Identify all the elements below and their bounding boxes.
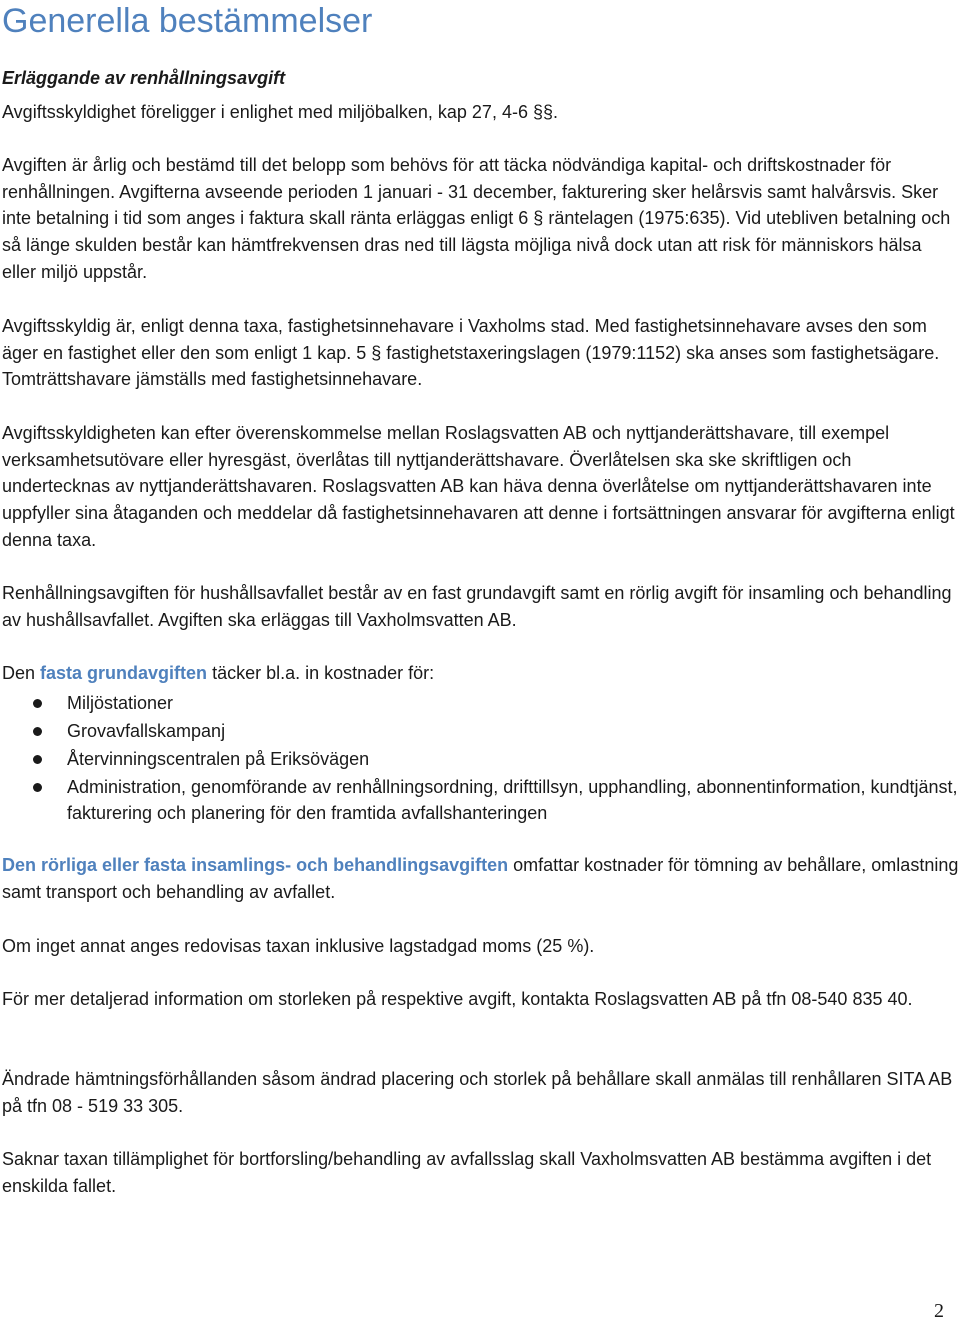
list-item [2,690,960,717]
paragraph-fee-obligation: Avgiftsskyldighet föreligger i enlighet med miljöbalken, kap 27, 4-6 §§. [2,102,558,122]
page-number: 2 [934,1300,944,1322]
fixed-fee-intro-prefix: Den [2,663,41,683]
variable-fee-highlight: Den rörliga eller fasta insamlings- och behandlingsavgiften [2,855,509,875]
paragraph-vat-note: Om inget annat anges redovisas taxan inklusive lagstadgad moms (25 %). [2,936,595,956]
page-title: Generella bestämmelser [2,2,373,40]
paragraph-fixed-fee-intro [2,660,960,687]
paragraph-applicability: Saknar taxan tillämplighet för bortforsling/behandling av avfallsslag skall Vaxholmsvatten AB bestämma avgiften i det enskilda fallet. [2,1149,932,1196]
list-item [2,746,960,773]
paragraph-changed-pickup: Ändrade hämtningsförhållanden såsom ändrad placering och storlek på behållare skall anmälas till renhållaren SITA AB på tfn 08 - 519 33 305. [2,1069,953,1116]
paragraph-liable-party: Avgiftsskyldig är, enligt denna taxa, fastighetsinnehavare i Vaxholms stad. Med fastighetsinnehavare avses den som äger en fastighet eller den som enligt 1 kap. 5 § fastighetstaxeringslagen (1979:1152) ska anses som fastighetsägare. Tomträttshavare jämställs med fastighetsinnehavare. [2,316,940,390]
paragraph-fee-composition: Renhållningsavgiften för hushållsavfallet består av en fast grundavgift samt en rörlig avgift för insamling och behandling av hushållsavfallet. Avgiften ska erläggas till Vaxholmsvatten AB. [2,583,952,630]
paragraph-annual-fee: Avgiften är årlig och bestämd till det belopp som behövs för att täcka nödvändiga kapital- och driftskostnader för renhållningen. Avgifterna avseende perioden 1 januari - 31 december, fakturering sker helårsvis samt halvårsvis. Sker inte betalning i tid som anges i faktura skall ränta erläggas enligt 6 § räntelagen (1975:635). Vid utebliven betalning och så länge skulden består kan hämtfrekvensen dras ned till lägsta möjliga nivå dock utan att risk för människors hälsa eller miljö uppstår. [2,155,951,282]
fixed-fee-intro-suffix: täcker bl.a. in kostnader för: [207,663,435,683]
fixed-fee-cost-list [2,690,960,828]
list-item-label: Administration, genomförande av renhållningsordning, drifttillsyn, upphandling, abonnentinformation, kundtjänst, fakturering och planering för den framtida avfallshanteringen [67,776,958,824]
variable-fee-description: omfattar kostnader för tömning av behållare, omlastning samt transport och behandling av avfallet. [2,855,959,902]
section-subtitle: Erläggande av renhållningsavgift [2,68,286,88]
list-item [2,774,960,827]
paragraph-contact-info: För mer detaljerad information om storleken på respektive avgift, kontakta Roslagsvatten AB på tfn 08-540 835 40. [2,989,913,1009]
paragraph-transfer-of-liability: Avgiftsskyldigheten kan efter överenskommelse mellan Roslagsvatten AB och nyttjanderättshavare, till exempel verksamhetsutövare eller hyresgäst, överlåtas till nyttjanderättshavare. Överlåtelsen ska ske skriftligen och undertecknas av nyttjanderättshavaren. Roslagsvatten AB kan häva denna överlåtelse om nyttjanderättshavaren inte uppfyller sina åtaganden och meddelar då fastighetsinnehavaren att denne i fortsättningen ansvarar för avgifterna enligt denna taxa. [2,423,955,550]
list-item [2,718,960,745]
list-item-label: Grovavfallskampanj [67,720,226,741]
bullet-icon [33,755,42,764]
bullet-icon [33,727,42,736]
bullet-icon [33,783,42,792]
paragraph-variable-fee [2,852,960,905]
list-item-label: Återvinningscentralen på Eriksövägen [67,748,370,769]
bullet-icon [33,699,42,708]
list-item-label: Miljöstationer [67,693,174,713]
fixed-fee-highlight: fasta grundavgiften [40,663,208,683]
